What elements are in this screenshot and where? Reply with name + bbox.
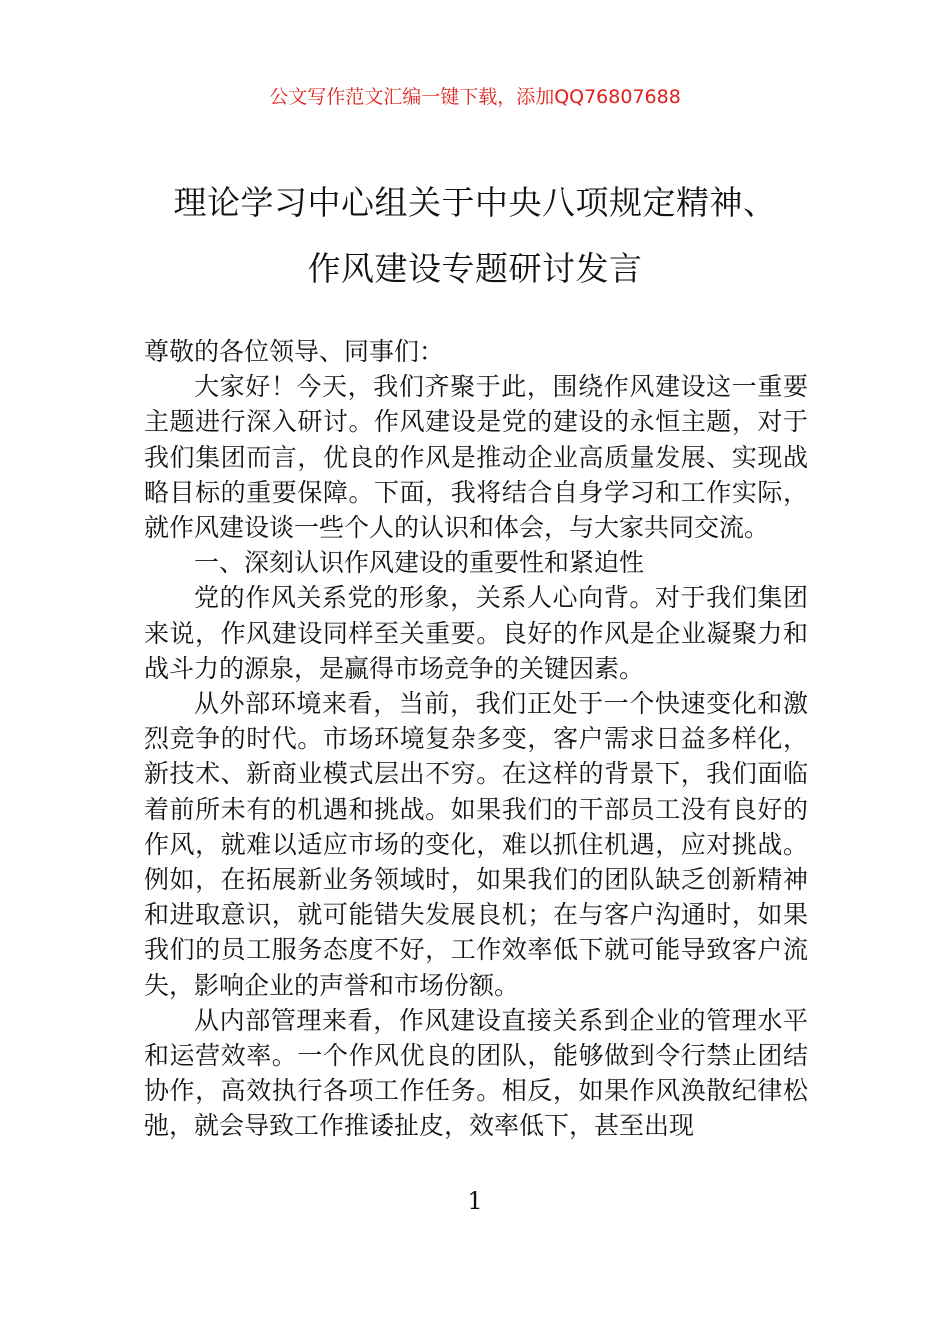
document-title <box>90 170 860 302</box>
paragraph: 从内部管理来看，作风建设直接关系到企业的管理水平和运营效率。一个作风优良的团队，能够做到令行禁止团结协作，高效执行各项工作任务。相反，如果作风涣散纪律松弛，就会导致工作推诿扯皮，效率低下，甚至出现 <box>144 1005 808 1141</box>
title-line-1: 理论学习中心组关于中央八项规定精神、 <box>173 183 777 222</box>
title-line-2: 作风建设专题研讨发言 <box>307 249 643 288</box>
document-body <box>144 334 808 1144</box>
paragraph-intro: 大家好！今天，我们齐聚于此，围绕作风建设这一重要主题进行深入研讨。作风建设是党的建设的永恒主题，对于我们集团而言，优良的作风是推动企业高质量发展、实现战略目标的重要保障。下面，我将结合自身学习和工作实际，就作风建设谈一些个人的认识和体会，与大家共同交流。 <box>144 372 808 543</box>
page-number: 1 <box>467 1187 483 1215</box>
salutation: 尊敬的各位领导、同事们： <box>144 337 445 366</box>
paragraph: 党的作风关系党的形象，关系人心向背。对于我们集团来说，作风建设同样至关重要。良好的作风是企业凝聚力和战斗力的源泉，是赢得市场竞争的关键因素。 <box>144 583 808 683</box>
watermark-banner: 公文写作范文汇编一键下载，添加QQ76807688 <box>269 86 681 108</box>
section-heading-1: 一、深刻认识作风建设的重要性和紧迫性 <box>194 548 645 578</box>
paragraph: 从外部环境来看，当前，我们正处于一个快速变化和激烈竞争的时代。市场环境复杂多变，客户需求日益多样化，新技术、新商业模式层出不穷。在这样的背景下，我们面临着前所未有的机遇和挑战。如果我们的干部员工没有良好的作风，就难以适应市场的变化，难以抓住机遇，应对挑战。例如，在拓展新业务领域时，如果我们的团队缺乏创新精神和进取意识，就可能错失发展良机；在与客户沟通时，如果我们的员工服务态度不好，工作效率低下就可能导致客户流失，影响企业的声誉和市场份额。 <box>144 689 808 1000</box>
